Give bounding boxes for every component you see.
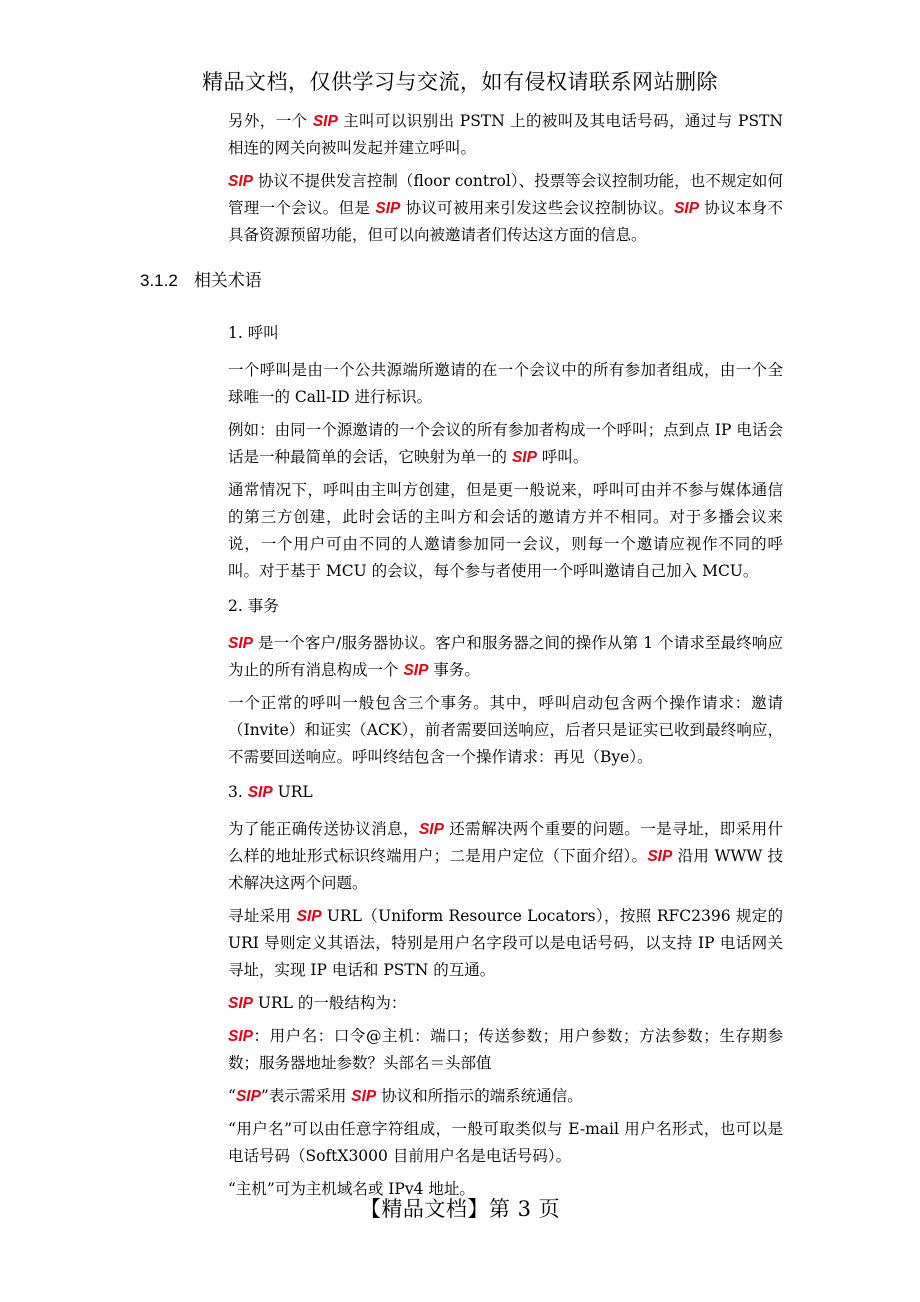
transaction-paragraph-1: SIP 是一个客户/服务器协议。客户和服务器之间的操作从第 1 个请求至最终响应为止的所有消息构成一个 SIP 事务。 (228, 634, 783, 679)
url-paragraph-7: “主机”可为主机域名或 IPv4 地址。 (228, 1180, 475, 1198)
sip-term: SIP (235, 1088, 261, 1105)
subheading-sip-url: 3. SIP URL (228, 783, 313, 801)
intro-paragraph-1: 另外，一个 SIP 主叫可以识别出 PSTN 上的被叫及其电话号码，通过与 PSTN 相连的网关向被叫发起并建立呼叫。 (228, 112, 783, 157)
section-number: 3.1.2 (140, 271, 178, 290)
sip-term: SIP (647, 848, 673, 865)
sip-term: SIP (247, 784, 273, 801)
url-paragraph-3: SIP URL 的一般结构为： (228, 994, 407, 1012)
sip-term: SIP (296, 908, 322, 925)
sip-term: SIP (228, 173, 253, 190)
sip-term: SIP (403, 662, 429, 679)
intro-paragraph-2: SIP 协议不提供发言控制（floor control）、投票等会议控制功能，也不规定如何管理一个会议。但是 SIP 协议可被用来引发这些会议控制协议。SIP 协议本身不具备资源预留功能，但可以向被邀请者们传达这方面的信息。 (228, 172, 783, 244)
call-paragraph-2: 例如：由同一个源邀请的一个会议的所有参加者构成一个呼叫；点到点 IP 电话会话是一种最简单的会话，它映射为单一的 SIP 呼叫。 (228, 421, 783, 466)
subheading-transaction: 2. 事务 (228, 597, 279, 615)
call-paragraph-1: 一个呼叫是由一个公共源端所邀请的在一个会议中的所有参加者组成，由一个全球唯一的 Call-ID 进行标识。 (228, 361, 783, 406)
page-header: 精品文档，仅供学习与交流，如有侵权请联系网站删除 (202, 70, 718, 94)
section-heading (140, 266, 262, 291)
terms-block (228, 312, 783, 1209)
section-title: 相关术语 (193, 271, 262, 290)
transaction-paragraph-2: 一个正常的呼叫一般包含三个事务。其中，呼叫启动包含两个操作请求：邀请（Invite）和证实（ACK），前者需要回送响应，后者只是证实已收到最终响应，不需要回送响应。呼叫终结包含一个操作请求：再见（Bye）。 (228, 694, 783, 766)
call-paragraph-3: 通常情况下，呼叫由主叫方创建，但是更一般说来，呼叫可由并不参与媒体通信的第三方创建，此时会话的主叫方和会话的邀请方并不相同。对于多播会议来说，一个用户可由不同的人邀请参加同一会议，则每一个邀请应视作不同的呼叫。对于基于 MCU 的会议，每个参与者使用一个呼叫邀请自己加入 MCU。 (228, 481, 783, 580)
subheading-call: 1. 呼叫 (228, 324, 279, 342)
url-paragraph-4: SIP：用户名：口令@主机：端口；传送参数；用户参数；方法参数；生存期参数；服务器地址参数？头部名＝头部值 (228, 1027, 783, 1072)
url-paragraph-6: “用户名”可以由任意字符组成，一般可取类似与 E-mail 用户名形式，也可以是电话号码（SoftX3000 目前用户名是电话号码）。 (228, 1120, 783, 1165)
url-paragraph-1: 为了能正确传送协议消息，SIP 还需解决两个重要的问题。一是寻址，即采用什么样的地址形式标识终端用户；二是用户定位（下面介绍）。SIP 沿用 WWW 技术解决这两个问题。 (228, 820, 783, 892)
sip-term: SIP (228, 995, 253, 1012)
sip-term: SIP (228, 635, 253, 652)
sip-term: SIP (375, 200, 401, 217)
sip-term: SIP (312, 113, 338, 130)
sip-term: SIP (674, 200, 700, 217)
intro-block (228, 108, 783, 255)
sip-term: SIP (418, 821, 444, 838)
page-footer: 【精品文档】第 3 页 (359, 1197, 561, 1221)
sip-term: SIP (351, 1088, 377, 1105)
url-paragraph-2: 寻址采用 SIP URL（Uniform Resource Locators），按照 RFC2396 规定的 URI 导则定义其语法，特别是用户名字段可以是电话号码，以支持 IP 电话网关寻址，实现 IP 电话和 PSTN 的互通。 (228, 907, 783, 979)
sip-term: SIP (511, 449, 537, 466)
sip-term: SIP (228, 1028, 253, 1045)
url-paragraph-5: “SIP”表示需采用 SIP 协议和所指示的端系统通信。 (228, 1087, 583, 1105)
